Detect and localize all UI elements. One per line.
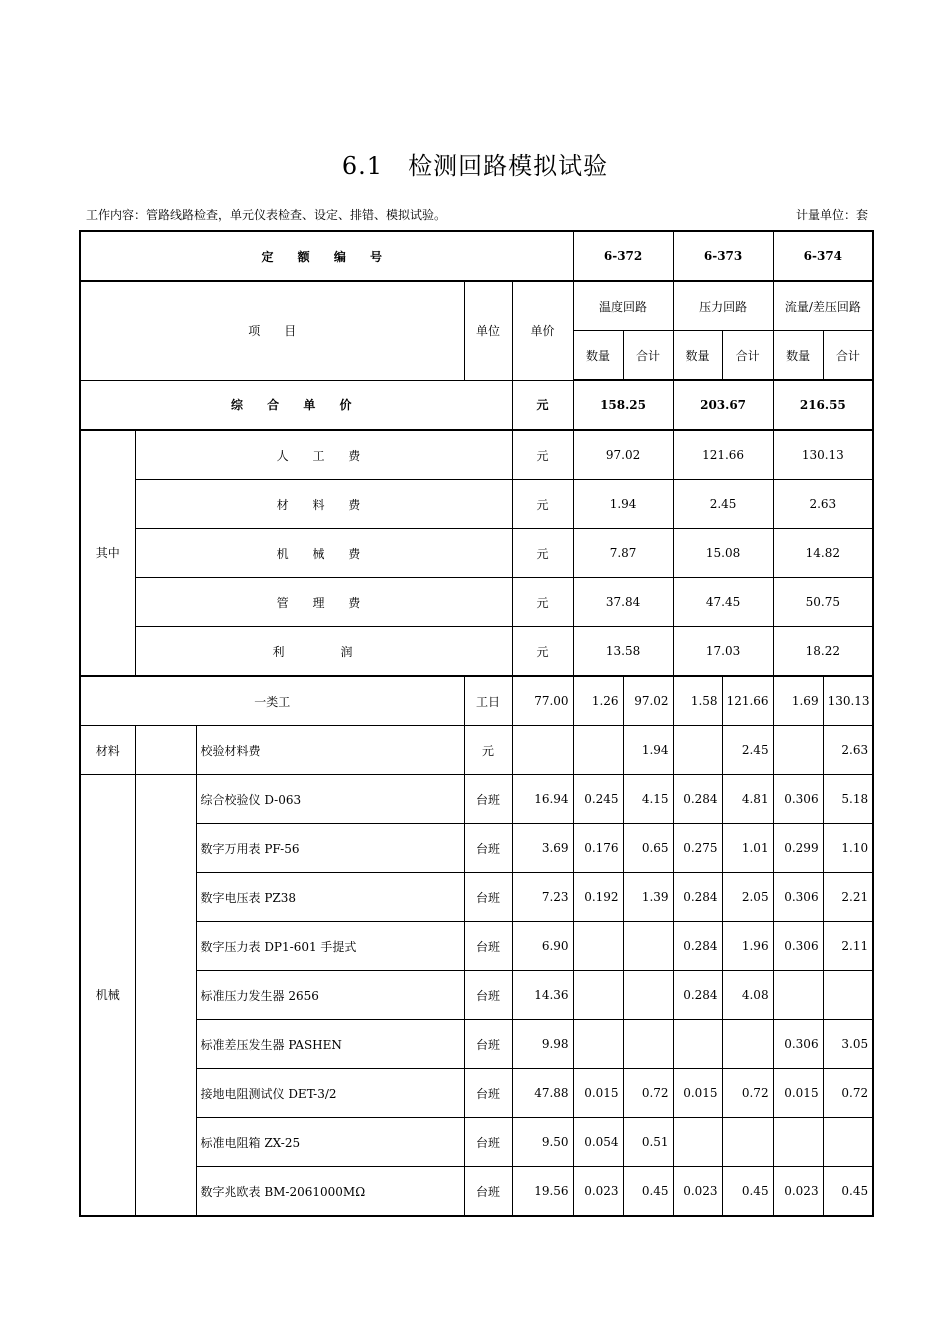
labor-total: 121.66 bbox=[722, 676, 773, 726]
machinery-row bbox=[80, 824, 873, 873]
labor-row bbox=[80, 676, 873, 726]
material-total: 2.63 bbox=[823, 726, 873, 775]
machine-qty bbox=[773, 971, 823, 1020]
machine-qty bbox=[673, 1020, 722, 1069]
machine-total: 0.45 bbox=[722, 1167, 773, 1217]
total-header: 合计 bbox=[623, 331, 673, 381]
machine-name: 数字电压表 PZ38 bbox=[196, 873, 464, 922]
machine-price: 14.36 bbox=[512, 971, 573, 1020]
machine-qty bbox=[773, 1118, 823, 1167]
breakdown-value: 130.13 bbox=[773, 430, 873, 480]
machine-qty: 0.054 bbox=[573, 1118, 623, 1167]
breakdown-row-management bbox=[80, 578, 873, 627]
machine-total: 0.72 bbox=[722, 1069, 773, 1118]
machinery-row bbox=[80, 1020, 873, 1069]
machine-total: 0.45 bbox=[823, 1167, 873, 1217]
page-title: 6.1 检测回路模拟试验 bbox=[341, 152, 609, 180]
material-unit: 元 bbox=[464, 726, 512, 775]
machine-price: 16.94 bbox=[512, 775, 573, 824]
machine-unit: 台班 bbox=[464, 824, 512, 873]
type-pressure: 压力回路 bbox=[673, 281, 773, 331]
machine-total: 0.65 bbox=[623, 824, 673, 873]
breakdown-value: 47.45 bbox=[673, 578, 773, 627]
machine-price: 6.90 bbox=[512, 922, 573, 971]
breakdown-value: 2.63 bbox=[773, 480, 873, 529]
material-qty bbox=[673, 726, 722, 775]
material-total: 2.45 bbox=[722, 726, 773, 775]
machinery-row bbox=[80, 971, 873, 1020]
machine-qty: 0.176 bbox=[573, 824, 623, 873]
labor-total: 130.13 bbox=[823, 676, 873, 726]
machine-qty: 0.299 bbox=[773, 824, 823, 873]
labor-qty: 1.26 bbox=[573, 676, 623, 726]
comprehensive-value: 203.67 bbox=[673, 380, 773, 430]
work-content: 工作内容：管路线路检查，单元仪表检查、设定、排错、模拟试验。 bbox=[86, 208, 447, 222]
breakdown-value: 18.22 bbox=[773, 627, 873, 677]
machine-total: 4.15 bbox=[623, 775, 673, 824]
machine-name: 数字兆欧表 BM-2061000MΩ bbox=[196, 1167, 464, 1217]
quota-table bbox=[79, 230, 874, 1217]
machine-qty: 0.306 bbox=[773, 1020, 823, 1069]
machine-total: 2.21 bbox=[823, 873, 873, 922]
labor-price: 77.00 bbox=[512, 676, 573, 726]
breakdown-label: 管 理 费 bbox=[135, 578, 512, 627]
machine-total bbox=[823, 1118, 873, 1167]
material-name: 校验材料费 bbox=[196, 726, 464, 775]
type-temperature: 温度回路 bbox=[573, 281, 673, 331]
machine-total: 0.45 bbox=[623, 1167, 673, 1217]
machine-unit: 台班 bbox=[464, 1167, 512, 1217]
machine-qty: 0.284 bbox=[673, 971, 722, 1020]
breakdown-unit: 元 bbox=[512, 578, 573, 627]
labor-qty: 1.58 bbox=[673, 676, 722, 726]
machine-name: 标准差压发生器 PASHEN bbox=[196, 1020, 464, 1069]
machine-unit: 台班 bbox=[464, 1020, 512, 1069]
breakdown-row-profit bbox=[80, 627, 873, 677]
machine-qty: 0.245 bbox=[573, 775, 623, 824]
machinery-blank bbox=[135, 775, 196, 1217]
machine-name: 标准电阻箱 ZX-25 bbox=[196, 1118, 464, 1167]
machinery-category: 机械 bbox=[80, 775, 135, 1217]
code-row bbox=[80, 231, 873, 281]
breakdown-label: 材 料 费 bbox=[135, 480, 512, 529]
machine-qty: 0.192 bbox=[573, 873, 623, 922]
material-total: 1.94 bbox=[623, 726, 673, 775]
machine-qty: 0.306 bbox=[773, 873, 823, 922]
code-6-372: 6-372 bbox=[573, 231, 673, 281]
machine-unit: 台班 bbox=[464, 1069, 512, 1118]
material-price bbox=[512, 726, 573, 775]
machine-total bbox=[722, 1020, 773, 1069]
machine-total: 1.39 bbox=[623, 873, 673, 922]
machine-total bbox=[823, 971, 873, 1020]
machinery-row bbox=[80, 775, 873, 824]
breakdown-value: 13.58 bbox=[573, 627, 673, 677]
breakdown-row-machinery bbox=[80, 529, 873, 578]
labor-unit: 工日 bbox=[464, 676, 512, 726]
breakdown-label: 人 工 费 bbox=[135, 430, 512, 480]
machine-price: 3.69 bbox=[512, 824, 573, 873]
machine-name: 数字压力表 DP1-601 手提式 bbox=[196, 922, 464, 971]
breakdown-value: 50.75 bbox=[773, 578, 873, 627]
machine-qty: 0.284 bbox=[673, 873, 722, 922]
comprehensive-label: 综 合 单 价 bbox=[80, 380, 512, 430]
price-header: 单价 bbox=[512, 281, 573, 380]
material-qty bbox=[773, 726, 823, 775]
machine-price: 47.88 bbox=[512, 1069, 573, 1118]
machinery-row bbox=[80, 922, 873, 971]
machine-total bbox=[623, 971, 673, 1020]
machine-qty: 0.306 bbox=[773, 922, 823, 971]
code-6-373: 6-373 bbox=[673, 231, 773, 281]
machine-total: 5.18 bbox=[823, 775, 873, 824]
qty-header: 数量 bbox=[673, 331, 722, 381]
machine-price: 7.23 bbox=[512, 873, 573, 922]
machinery-row bbox=[80, 1167, 873, 1217]
breakdown-value: 37.84 bbox=[573, 578, 673, 627]
machine-total: 1.01 bbox=[722, 824, 773, 873]
machine-qty: 0.015 bbox=[773, 1069, 823, 1118]
breakdown-value: 121.66 bbox=[673, 430, 773, 480]
material-qty bbox=[573, 726, 623, 775]
machine-price: 9.98 bbox=[512, 1020, 573, 1069]
machine-total bbox=[722, 1118, 773, 1167]
breakdown-value: 15.08 bbox=[673, 529, 773, 578]
breakdown-label: 机 械 费 bbox=[135, 529, 512, 578]
breakdown-value: 17.03 bbox=[673, 627, 773, 677]
breakdown-value: 2.45 bbox=[673, 480, 773, 529]
machine-qty: 0.015 bbox=[573, 1069, 623, 1118]
comprehensive-value: 216.55 bbox=[773, 380, 873, 430]
machine-total: 1.10 bbox=[823, 824, 873, 873]
machinery-row bbox=[80, 1069, 873, 1118]
machine-qty: 0.306 bbox=[773, 775, 823, 824]
breakdown-value: 1.94 bbox=[573, 480, 673, 529]
material-category: 材料 bbox=[80, 726, 135, 775]
machine-unit: 台班 bbox=[464, 971, 512, 1020]
comprehensive-unit: 元 bbox=[512, 380, 573, 430]
machine-price: 9.50 bbox=[512, 1118, 573, 1167]
labor-label: 一类工 bbox=[80, 676, 464, 726]
machine-qty: 0.284 bbox=[673, 775, 722, 824]
total-header: 合计 bbox=[722, 331, 773, 381]
machine-qty bbox=[573, 971, 623, 1020]
machine-price: 19.56 bbox=[512, 1167, 573, 1217]
breakdown-label: 利 润 bbox=[135, 627, 512, 677]
machine-unit: 台班 bbox=[464, 922, 512, 971]
code-label: 定 额 编 号 bbox=[80, 231, 573, 281]
machine-qty bbox=[573, 1020, 623, 1069]
among-label: 其中 bbox=[80, 430, 135, 676]
breakdown-unit: 元 bbox=[512, 430, 573, 480]
machine-total: 0.72 bbox=[623, 1069, 673, 1118]
machine-name: 综合校验仪 D-063 bbox=[196, 775, 464, 824]
machine-qty bbox=[573, 922, 623, 971]
machine-qty: 0.023 bbox=[673, 1167, 722, 1217]
machine-qty: 0.023 bbox=[773, 1167, 823, 1217]
breakdown-unit: 元 bbox=[512, 627, 573, 677]
machine-total: 2.11 bbox=[823, 922, 873, 971]
measure-unit: 计量单位：套 bbox=[795, 208, 868, 222]
machinery-row bbox=[80, 1118, 873, 1167]
machine-qty: 0.284 bbox=[673, 922, 722, 971]
machine-unit: 台班 bbox=[464, 1118, 512, 1167]
machine-total: 4.81 bbox=[722, 775, 773, 824]
breakdown-value: 7.87 bbox=[573, 529, 673, 578]
machine-total: 1.96 bbox=[722, 922, 773, 971]
type-flow: 流量/差压回路 bbox=[773, 281, 873, 331]
machine-qty: 0.023 bbox=[573, 1167, 623, 1217]
breakdown-value: 14.82 bbox=[773, 529, 873, 578]
machine-total: 2.05 bbox=[722, 873, 773, 922]
header-row-types bbox=[80, 281, 873, 331]
comprehensive-row bbox=[80, 380, 873, 430]
material-row bbox=[80, 726, 873, 775]
machine-name: 接地电阻测试仪 DET-3/2 bbox=[196, 1069, 464, 1118]
item-label: 项 目 bbox=[80, 281, 464, 380]
qty-header: 数量 bbox=[773, 331, 823, 381]
breakdown-value: 97.02 bbox=[573, 430, 673, 480]
unit-header: 单位 bbox=[464, 281, 512, 380]
machine-total: 0.72 bbox=[823, 1069, 873, 1118]
machine-total: 3.05 bbox=[823, 1020, 873, 1069]
total-header: 合计 bbox=[823, 331, 873, 381]
breakdown-row-labor bbox=[80, 430, 873, 480]
labor-qty: 1.69 bbox=[773, 676, 823, 726]
machine-name: 数字万用表 PF-56 bbox=[196, 824, 464, 873]
machine-qty: 0.275 bbox=[673, 824, 722, 873]
machine-unit: 台班 bbox=[464, 873, 512, 922]
material-blank bbox=[135, 726, 196, 775]
machinery-row bbox=[80, 873, 873, 922]
comprehensive-value: 158.25 bbox=[573, 380, 673, 430]
labor-total: 97.02 bbox=[623, 676, 673, 726]
machine-qty: 0.015 bbox=[673, 1069, 722, 1118]
machine-total bbox=[623, 922, 673, 971]
machine-unit: 台班 bbox=[464, 775, 512, 824]
machine-total: 0.51 bbox=[623, 1118, 673, 1167]
machine-name: 标准压力发生器 2656 bbox=[196, 971, 464, 1020]
machine-total bbox=[623, 1020, 673, 1069]
breakdown-unit: 元 bbox=[512, 529, 573, 578]
qty-header: 数量 bbox=[573, 331, 623, 381]
breakdown-unit: 元 bbox=[512, 480, 573, 529]
code-6-374: 6-374 bbox=[773, 231, 873, 281]
breakdown-row-material bbox=[80, 480, 873, 529]
machine-qty bbox=[673, 1118, 722, 1167]
machine-total: 4.08 bbox=[722, 971, 773, 1020]
